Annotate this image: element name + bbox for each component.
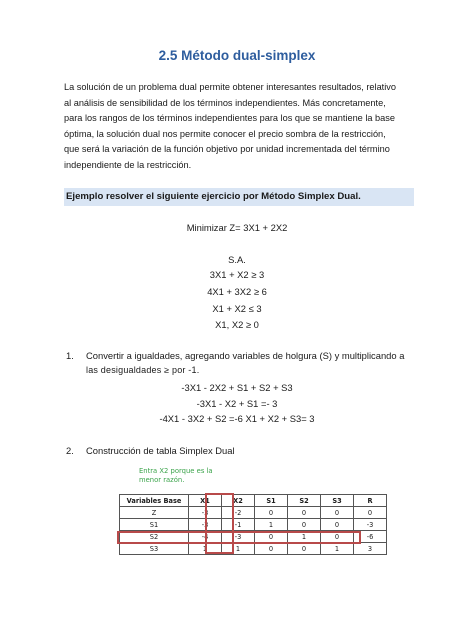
table-cell: 1	[255, 519, 288, 531]
intro-line: para los rangos de los términos independientes para los que se mantiene la base	[64, 113, 395, 124]
column-header: S1	[255, 495, 288, 507]
section-title: 2.5 Método dual-simplex	[158, 48, 316, 63]
constraint: 4X1 + 3X2 ≥ 6	[207, 286, 267, 297]
intro-paragraph	[64, 80, 414, 174]
table-cell: -1	[222, 519, 255, 531]
table-cell: Z	[120, 507, 189, 519]
table-cell: 0	[321, 519, 354, 531]
step-1	[66, 349, 426, 377]
step-text: Convertir a igualdades, agregando variables de holgura (S) y multiplicando a	[86, 350, 405, 361]
table-row	[120, 543, 387, 555]
table-row	[120, 519, 387, 531]
table-cell: S2	[120, 531, 189, 543]
table-cell: -3	[222, 531, 255, 543]
table-cell: 0	[354, 507, 387, 519]
table-cell: -3	[189, 507, 222, 519]
step-2	[66, 444, 426, 458]
column-header: X1	[189, 495, 222, 507]
table-cell: 0	[321, 531, 354, 543]
table-annotation	[139, 467, 219, 485]
column-header: S3	[321, 495, 354, 507]
table-cell: -3	[189, 519, 222, 531]
table-cell: -4	[189, 531, 222, 543]
constraint: 3X1 + X2 ≥ 3	[209, 269, 265, 280]
step-number: 1.	[66, 350, 74, 361]
table-cell: 0	[255, 543, 288, 555]
step-continuation: las desigualdades ≥ por -1.	[86, 365, 200, 375]
pivot-column-highlight	[205, 493, 234, 554]
objective-function: Minimizar Z= 3X1 + 2X2	[186, 222, 288, 233]
intro-line: independiente de la restricción.	[64, 159, 192, 170]
table-cell: 0	[288, 543, 321, 555]
intro-line: óptima, la solución dual nos permite conocer el precio sombra de la restricción,	[64, 128, 386, 139]
intro-line: que será la variación de la función objetivo por unidad incrementada del término	[64, 144, 390, 155]
table-cell: 0	[321, 507, 354, 519]
equation: -4X1 - 3X2 + S2 =-6 X1 + X2 + S3= 3	[159, 413, 315, 424]
table-header-row	[120, 495, 387, 507]
step-number: 2.	[66, 445, 74, 456]
pivot-row-highlight	[117, 531, 361, 544]
table-cell: 0	[288, 507, 321, 519]
constraints-title: S.A.	[228, 254, 246, 265]
table-cell: 0	[288, 519, 321, 531]
table-cell: -2	[222, 507, 255, 519]
table-cell: 1	[189, 543, 222, 555]
table-cell: -6	[354, 531, 387, 543]
table-row	[120, 507, 387, 519]
column-header: R	[354, 495, 387, 507]
table-cell: 1	[321, 543, 354, 555]
table-cell: 1	[288, 531, 321, 543]
column-header: S2	[288, 495, 321, 507]
column-header: Variables Base	[120, 495, 189, 507]
table-cell: S3	[120, 543, 189, 555]
annotation-line: Entra X2 porque es la	[139, 467, 213, 475]
annotation-line: menor razón.	[139, 476, 185, 484]
table-cell: S1	[120, 519, 189, 531]
constraint: X1, X2 ≥ 0	[215, 319, 259, 330]
equation: -3X1 - X2 + S1 =- 3	[196, 398, 278, 409]
table-cell: 1	[222, 543, 255, 555]
table-cell: 0	[255, 507, 288, 519]
table-cell: 3	[354, 543, 387, 555]
step-text: Construcción de tabla Simplex Dual	[86, 445, 235, 456]
table-cell: 0	[255, 531, 288, 543]
equation: -3X1 - 2X2 + S1 + S2 + S3	[181, 382, 293, 393]
intro-line: La solución de un problema dual permite obtener interesantes resultados, relativo	[64, 82, 396, 92]
constraint: X1 + X2 ≤ 3	[212, 303, 262, 314]
example-heading: Ejemplo resolver el siguiente ejercicio por Método Simplex Dual.	[64, 188, 414, 206]
table-cell: -3	[354, 519, 387, 531]
intro-line: al análisis de sensibilidad de los términos independientes. Más concretamente,	[64, 97, 386, 108]
simplex-table	[119, 494, 387, 555]
column-header: X2	[222, 495, 255, 507]
